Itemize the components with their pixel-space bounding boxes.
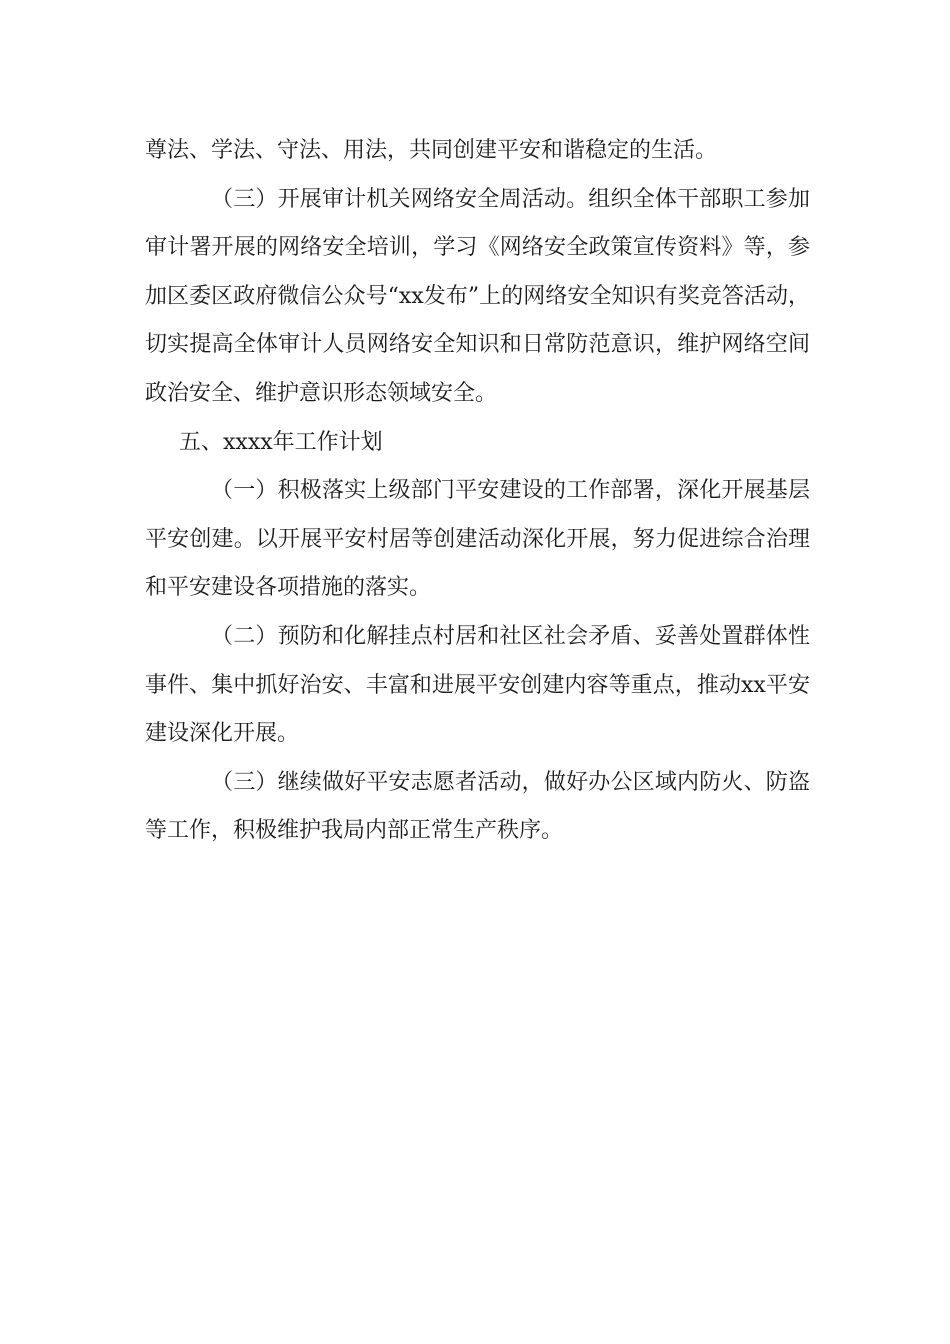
paragraph-continuation: 尊法、学法、守法、用法，共同创建平安和谐稳定的生活。	[145, 138, 718, 163]
document-body	[145, 127, 810, 856]
paragraph-network-security-week: （三）开展审计机关网络安全周活动。组织全体干部职工参加审计署开展的网络安全培训，学习《网络安全政策宣传资料》等，参加区委区政府微信公众号“xx发布”上的网络安全知识有奖竞答活动，切实提高全体审计人员网络安全知识和日常防范意识，维护网络空间政治安全、维护意识形态领域安全。	[145, 186, 810, 406]
paragraph-plan-item-1: （一）积极落实上级部门平安建设的工作部署，深化开展基层平安创建。以开展平安村居等创建活动深化开展，努力促进综合治理和平安建设各项措施的落实。	[145, 478, 810, 601]
paragraph-plan-item-3: （三）继续做好平安志愿者活动，做好办公区域内防火、防盗等工作，积极维护我局内部正常生产秩序。	[145, 769, 810, 844]
section-heading-work-plan: 五、xxxx年工作计划	[179, 429, 383, 455]
paragraph-plan-item-2: （二）预防和化解挂点村居和社区社会矛盾、妥善处置群体性事件、集中抓好治安、丰富和进展平安创建内容等重点，推动xx平安建设深化开展。	[145, 623, 810, 747]
